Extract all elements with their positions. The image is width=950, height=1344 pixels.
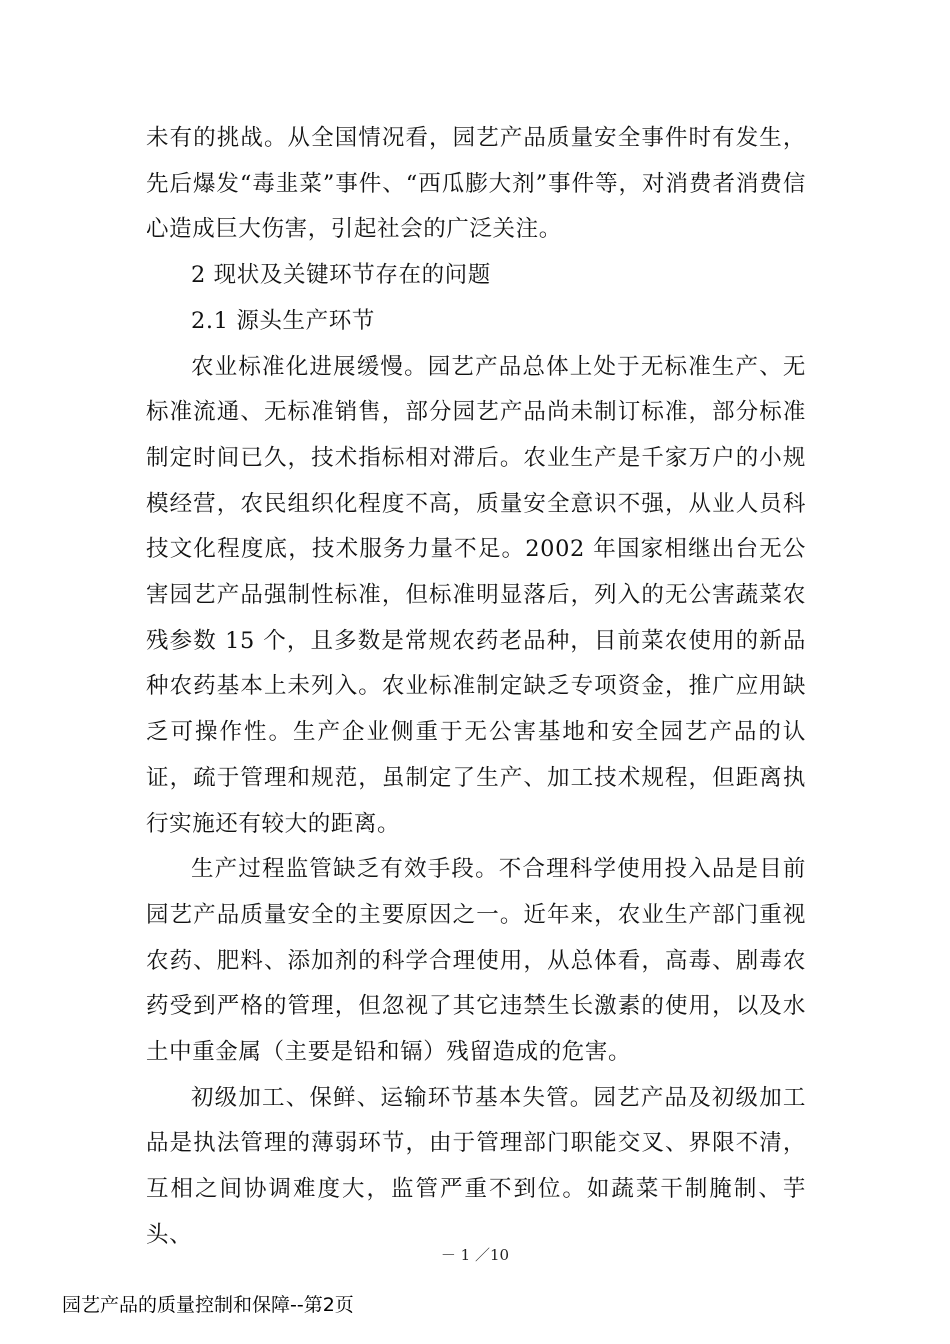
document-body — [146, 116, 806, 1259]
footer-title: 园艺产品的质量控制和保障--第2页 — [62, 1294, 354, 1316]
page-number: － 1 ／10 — [440, 1246, 510, 1264]
paragraph-production-supervision: 生产过程监管缺乏有效手段。不合理科学使用投入品是目前园艺产品质量安全的主要原因之一。近年来，农业生产部门重视农药、肥料、添加剂的科学合理使用，从总体看，高毒、剧毒农药受到严格的管理，但忽视了其它违禁生长激素的使用，以及水土中重金属（主要是铅和镉）残留造成的危害。 — [146, 856, 806, 1066]
section-heading: 2 现状及关键环节存在的问题 — [191, 262, 491, 289]
paragraph-processing: 初级加工、保鲜、运输环节基本失管。园艺产品及初级加工品是执法管理的薄弱环节，由于管理部门职能交叉、界限不清，互相之间协调难度大，监管严重不到位。如蔬菜干制腌制、芋头、 — [146, 1084, 806, 1248]
paragraph-standardization: 农业标准化进展缓慢。园艺产品总体上处于无标准生产、无标准流通、无标准销售，部分园艺产品尚未制订标准，部分标准制定时间已久，技术指标相对滞后。农业生产是千家万户的小规模经营，农民组织化程度不高，质量安全意识不强，从业人员科技文化程度底，技术服务力量不足。2002 年国家相继出台无公害园艺产品强制性标准，但标准明显落后，列入的无公害蔬菜农残参数 15 个，且多数是常规农药老品种，目前菜农使用的新品种农药基本上未列入。农业标准制定缺乏专项资金，推广应用缺乏可操作性。生产企业侧重于无公害基地和安全园艺产品的认证，疏于管理和规范，虽制定了生产、加工技术规程，但距离执行实施还有较大的距离。 — [146, 353, 806, 837]
paragraph-continued: 未有的挑战。从全国情况看，园艺产品质量安全事件时有发生，先后爆发“毒韭菜”事件、“西瓜膨大剂”事件等，对消费者消费信心造成巨大伤害，引起社会的广泛关注。 — [146, 125, 806, 243]
subsection-heading: 2.1 源头生产环节 — [191, 307, 375, 334]
